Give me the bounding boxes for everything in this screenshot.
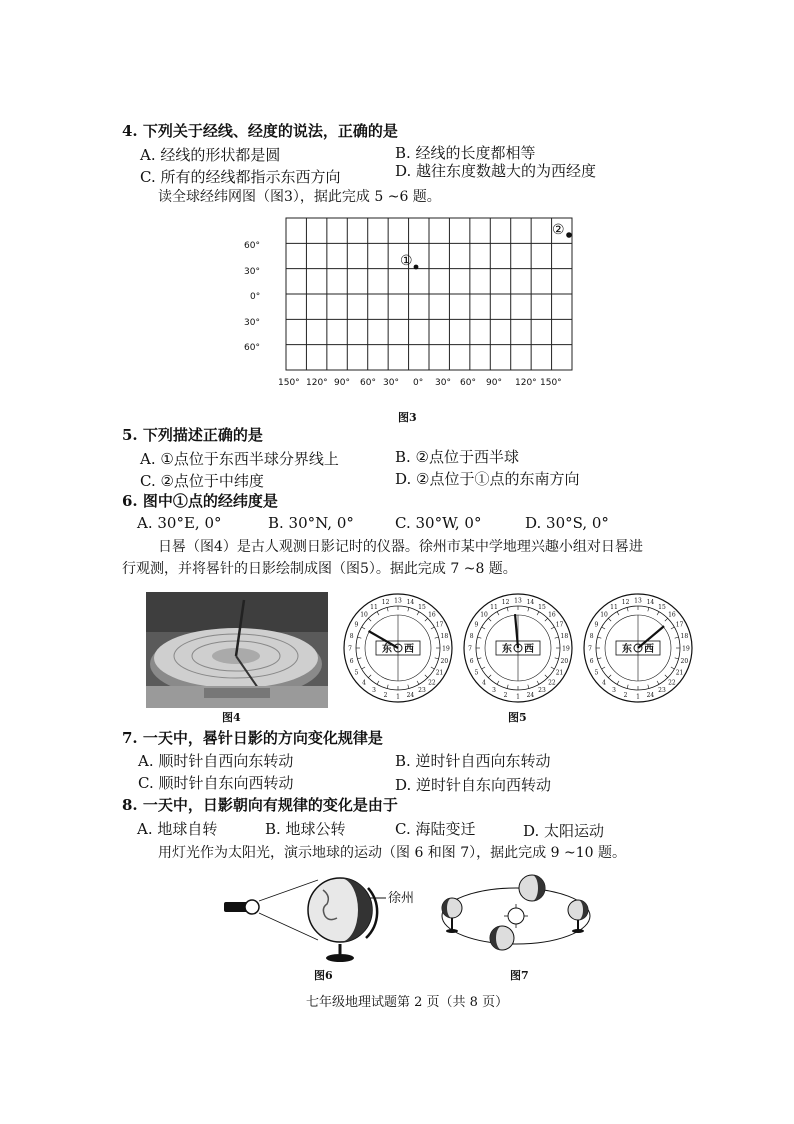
dial-west-label: 西 [404, 644, 414, 655]
q6-option-c[interactable]: C. 30°W, 0° [395, 514, 482, 532]
q7-stem: 7. 一天中，晷针日影的方向变化规律是 [122, 729, 383, 747]
dial-number: 3 [372, 687, 376, 695]
dial-number: 5 [594, 669, 599, 677]
dial-number: 17 [675, 621, 684, 629]
dial-number: 16 [428, 611, 436, 619]
dial-number: 8 [469, 633, 474, 641]
q4-option-d[interactable]: D. 越往东度数越大的为西经度 [395, 162, 597, 180]
dial-number: 5 [354, 669, 359, 677]
dial-number: 13 [634, 597, 642, 605]
sun-icon [508, 908, 524, 924]
dial-number: 18 [440, 633, 449, 641]
dial-number: 2 [383, 691, 388, 699]
dial-number: 22 [668, 679, 676, 687]
q7-option-d[interactable]: D. 逆时针自东向西转动 [395, 776, 552, 794]
point-2-marker [566, 232, 572, 238]
lon-label-90w: 90° [334, 378, 350, 388]
dial-number: 7 [588, 645, 592, 653]
dial-number: 9 [594, 621, 599, 629]
dial-number: 9 [354, 621, 359, 629]
lon-label-120e: 120° [515, 378, 537, 388]
q7-option-c[interactable]: C. 顺时针自东向西转动 [138, 774, 294, 792]
dial-number: 23 [538, 687, 546, 695]
intro-7-8-line2: 行观测，并将晷针的日影绘制成图（图5）。据此完成 7 ~8 题。 [122, 561, 517, 577]
q6-stem: 6. 图中①点的经纬度是 [122, 492, 278, 510]
point-2-label: ② [552, 222, 565, 238]
lat-label-30s: 30° [244, 318, 260, 328]
dial-number: 14 [646, 599, 655, 607]
dial-number: 17 [555, 621, 564, 629]
dial-number: 11 [490, 603, 498, 611]
dial-east-label: 东 [622, 644, 632, 655]
dial-number: 19 [682, 645, 690, 653]
lat-label-30n: 30° [244, 267, 260, 277]
fig4-caption: 图4 [222, 711, 241, 724]
dial-number: 14 [406, 599, 415, 607]
q4-option-c[interactable]: C. 所有的经线都指示东西方向 [140, 168, 341, 186]
q6-option-b[interactable]: B. 30°N, 0° [268, 514, 354, 532]
globe-left-icon [442, 898, 462, 933]
dial-number: 7 [468, 645, 472, 653]
dial-number: 21 [435, 669, 444, 677]
dial-number: 23 [418, 687, 426, 695]
dial-number: 20 [560, 657, 569, 665]
dial-number: 1 [636, 693, 640, 701]
q4-option-a[interactable]: A. 经线的形状都是圆 [140, 146, 281, 164]
q8-option-b[interactable]: B. 地球公转 [265, 820, 346, 838]
q7-option-b[interactable]: B. 逆时针自西向东转动 [395, 752, 551, 770]
dial-east-label: 东 [382, 644, 392, 655]
lon-label-120w: 120° [306, 378, 328, 388]
dial-number: 18 [680, 633, 689, 641]
fig7-caption: 图7 [510, 969, 529, 982]
dial-number: 5 [474, 669, 479, 677]
q8-option-a[interactable]: A. 地球自转 [137, 820, 218, 838]
fig4-sundial-photo [146, 592, 328, 708]
lon-label-60e: 60° [460, 378, 476, 388]
fig3-caption: 图3 [398, 411, 417, 424]
dial-number: 24 [406, 691, 415, 699]
dial-number: 16 [548, 611, 556, 619]
fig5-sundial-dials [340, 590, 700, 710]
dial-number: 13 [514, 597, 522, 605]
dial-number: 10 [360, 611, 368, 619]
q5-option-d[interactable]: D. ②点位于①点的东南方向 [395, 470, 580, 488]
dial-number: 11 [370, 603, 378, 611]
lon-label-150e: 150° [540, 378, 562, 388]
fig5-caption: 图5 [508, 711, 527, 724]
dial-number: 8 [589, 633, 594, 641]
dial-number: 4 [482, 679, 486, 687]
dial-number: 12 [381, 599, 390, 607]
dial-number: 15 [658, 603, 666, 611]
dial-number: 19 [442, 645, 450, 653]
fig6-lamp-globe [218, 868, 418, 968]
dial-number: 24 [526, 691, 535, 699]
dial-west-label: 西 [644, 644, 654, 655]
dial-number: 21 [675, 669, 684, 677]
globe-right-icon [568, 900, 588, 933]
dial-number: 10 [600, 611, 608, 619]
dial-number: 21 [555, 669, 564, 677]
q5-stem: 5. 下列描述正确的是 [122, 426, 263, 444]
dial-number: 13 [394, 597, 402, 605]
label-xuzhou: 徐州 [388, 891, 415, 906]
q8-option-c[interactable]: C. 海陆变迁 [395, 820, 476, 838]
q5-option-a[interactable]: A. ①点位于东西半球分界线上 [140, 450, 339, 468]
dial-number: 8 [349, 633, 354, 641]
dial-number: 4 [362, 679, 366, 687]
dial-number: 20 [680, 657, 689, 665]
intro-9-10: 用灯光作为太阳光，演示地球的运动（图 6 和图 7），据此完成 9 ~10 题。 [158, 845, 626, 861]
dial-number: 22 [428, 679, 436, 687]
dial-number: 22 [548, 679, 556, 687]
point-1-label: ① [400, 253, 413, 269]
q5-option-c[interactable]: C. ②点位于中纬度 [140, 472, 264, 490]
globe-bottom-icon [490, 926, 514, 950]
dial-number: 11 [610, 603, 618, 611]
dial-number: 6 [349, 657, 354, 665]
dial-number: 3 [612, 687, 616, 695]
q8-stem: 8. 一天中，日影朝向有规律的变化是由于 [122, 796, 398, 814]
dial-number: 12 [501, 599, 510, 607]
dial-number: 6 [469, 657, 474, 665]
q8-option-d[interactable]: D. 太阳运动 [523, 822, 605, 840]
dial-number: 14 [526, 599, 535, 607]
lat-label-0: 0° [250, 292, 261, 302]
dial-number: 9 [474, 621, 479, 629]
lon-label-0: 0° [413, 378, 424, 388]
dial-number: 4 [602, 679, 606, 687]
fig7-orbit-diagram [436, 868, 596, 968]
lon-label-150w: 150° [278, 378, 300, 388]
lat-label-60n: 60° [244, 241, 260, 251]
q6-option-a[interactable]: A. 30°E, 0° [137, 514, 222, 532]
page-footer: 七年级地理试题第 2 页（共 8 页） [306, 995, 509, 1010]
dial-number: 15 [538, 603, 546, 611]
dial-west-label: 西 [524, 644, 534, 655]
lon-label-90e: 90° [486, 378, 502, 388]
lon-label-30e: 30° [435, 378, 451, 388]
globe-top-icon [519, 875, 545, 901]
lon-label-60w: 60° [360, 378, 376, 388]
dial-number: 6 [589, 657, 594, 665]
dial-number: 7 [348, 645, 352, 653]
dial-number: 10 [480, 611, 488, 619]
fig3-latlong-grid [230, 210, 590, 410]
dial-number: 24 [646, 691, 655, 699]
dial-number: 23 [658, 687, 666, 695]
fig6-caption: 图6 [314, 969, 333, 982]
lat-label-60s: 60° [244, 343, 260, 353]
point-1-marker [414, 265, 419, 270]
lon-label-30w: 30° [383, 378, 399, 388]
dial-east-label: 东 [502, 644, 512, 655]
dial-number: 12 [621, 599, 630, 607]
q7-option-a[interactable]: A. 顺时针自西向东转动 [138, 752, 294, 770]
dial-number: 15 [418, 603, 426, 611]
dial-number: 18 [560, 633, 569, 641]
dial-number: 2 [623, 691, 628, 699]
dial-number: 1 [396, 693, 400, 701]
q4-option-b[interactable]: B. 经线的长度都相等 [395, 144, 536, 162]
dial-number: 1 [516, 693, 520, 701]
sundial-dial [584, 594, 692, 702]
intro-5-6: 读全球经纬网图（图3），据此完成 5 ~6 题。 [158, 189, 441, 205]
dial-number: 17 [435, 621, 444, 629]
dial-number: 19 [562, 645, 570, 653]
dial-number: 16 [668, 611, 676, 619]
sundial-dial [344, 594, 452, 702]
dial-number: 2 [503, 691, 508, 699]
sundial-dial [464, 594, 572, 702]
q4-stem: 4. 下列关于经线、经度的说法，正确的是 [122, 122, 398, 140]
q5-option-b[interactable]: B. ②点位于西半球 [395, 448, 520, 466]
q6-option-d[interactable]: D. 30°S, 0° [525, 514, 609, 532]
dial-number: 20 [440, 657, 449, 665]
intro-7-8-line1: 日晷（图4）是古人观测日影记时的仪器。徐州市某中学地理兴趣小组对日晷进 [158, 539, 643, 555]
dial-number: 3 [492, 687, 496, 695]
